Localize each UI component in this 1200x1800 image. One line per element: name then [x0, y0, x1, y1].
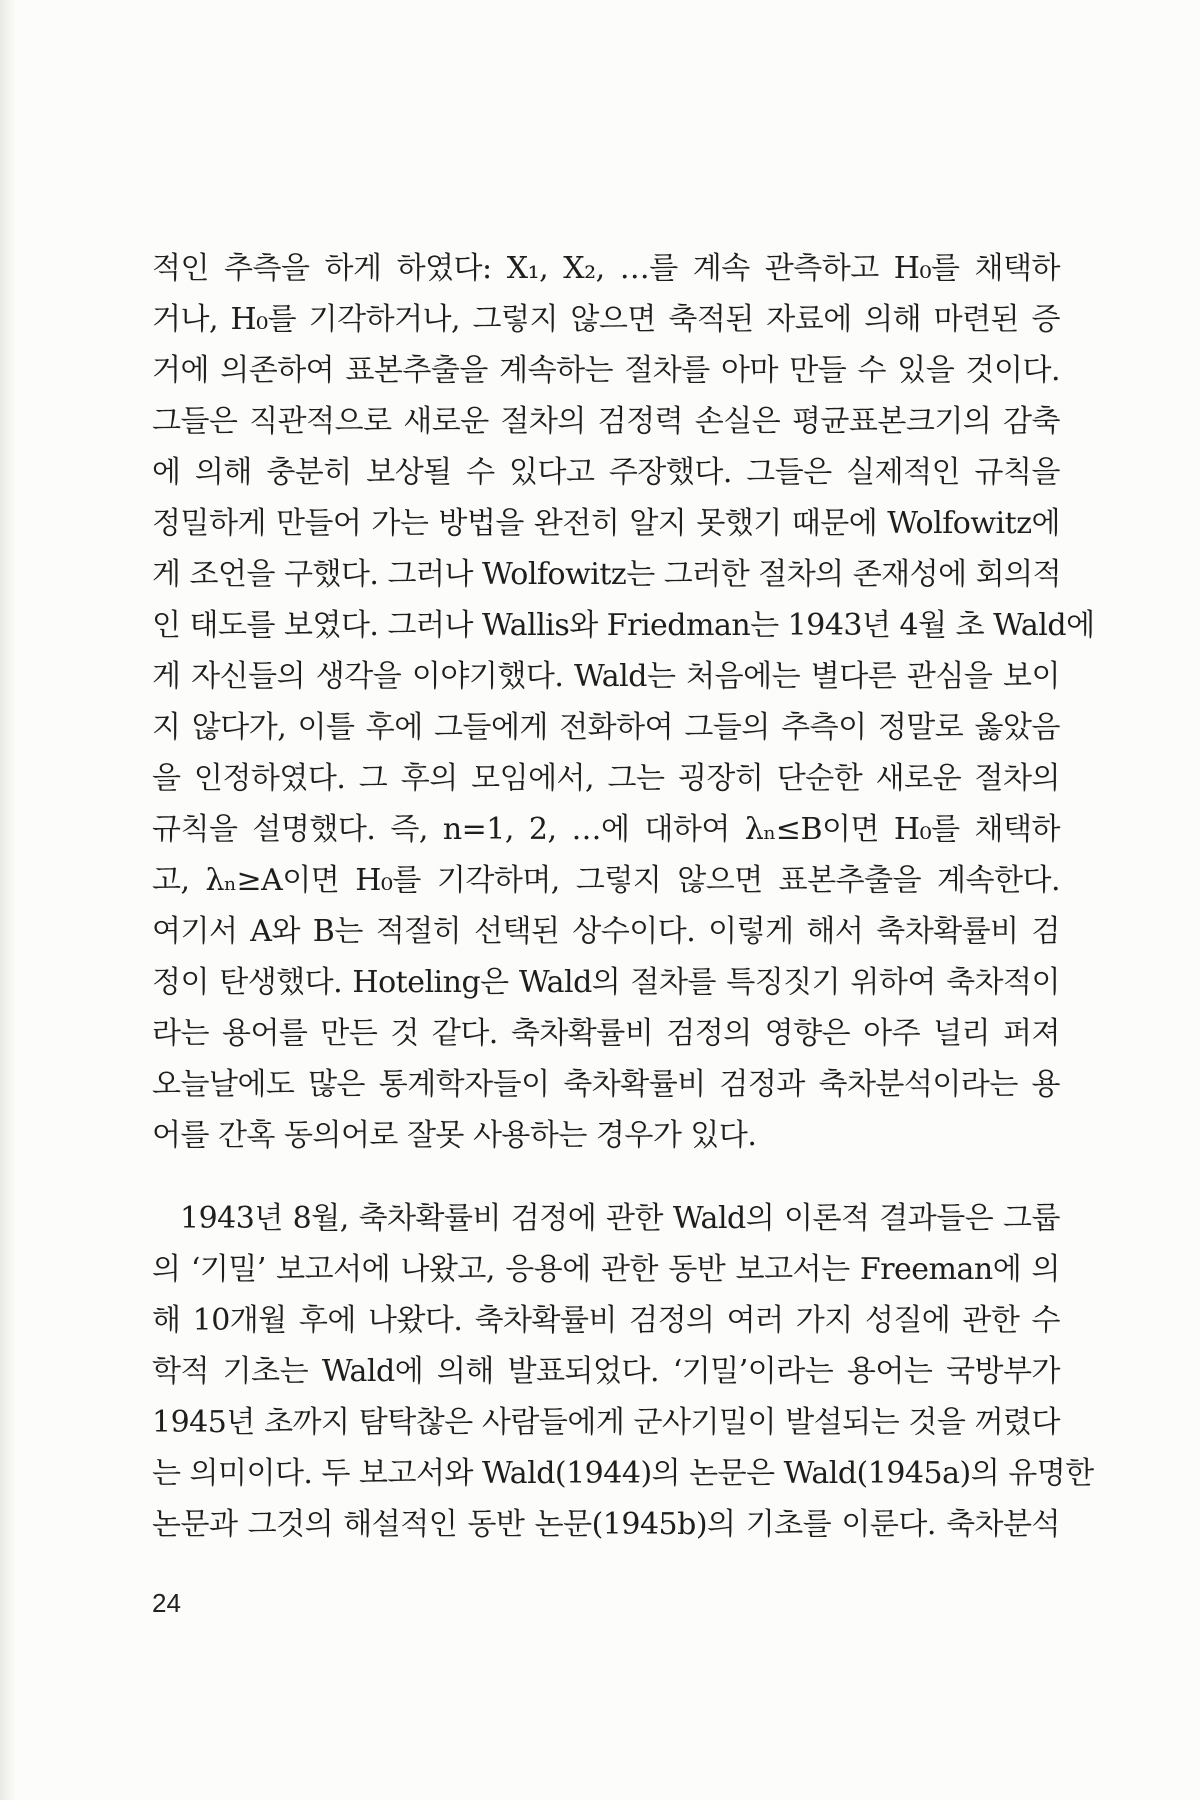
text-line: 는 의미이다. 두 보고서와 Wald(1944)의 논문은 Wald(1945a)의 유명한	[152, 1456, 1094, 1491]
text-line: 논문과 그것의 해설적인 동반 논문(1945b)의 기초를 이룬다. 축차분석	[152, 1507, 1060, 1542]
text-line: 오늘날에도 많은 통계학자들이 축차확률비 검정과 축차분석이라는 용	[152, 1067, 1060, 1102]
page-edge	[0, 0, 16, 1800]
text-line: 에 의해 충분히 보상될 수 있다고 주장했다. 그들은 실제적인 규칙을	[152, 455, 1060, 490]
text-line: 여기서 A와 B는 적절히 선택된 상수이다. 이렇게 해서 축차확률비 검	[152, 914, 1060, 949]
text-line: 의 ‘기밀’ 보고서에 나왔고, 응용에 관한 동반 보고서는 Freeman에 의	[152, 1252, 1060, 1287]
text-line: 고, λₙ≥A이면 H₀를 기각하며, 그렇지 않으면 표본추출을 계속한다.	[152, 863, 1060, 898]
text-line: 어를 간혹 동의어로 잘못 사용하는 경우가 있다.	[152, 1118, 757, 1153]
text-line: 학적 기초는 Wald에 의해 발표되었다. ‘기밀’이라는 용어는 국방부가	[152, 1354, 1060, 1389]
text-line: 적인 추측을 하게 하였다: X₁, X₂, …를 계속 관측하고 H₀를 채택하	[152, 251, 1060, 286]
text-line: 게 조언을 구했다. 그러나 Wolfowitz는 그러한 절차의 존재성에 회의적	[152, 557, 1062, 592]
text-line: 인 태도를 보였다. 그러나 Wallis와 Friedman는 1943년 4월 초 Wald에	[152, 608, 1095, 643]
text-line: 규칙을 설명했다. 즉, n=1, 2, …에 대하여 λₙ≤B이면 H₀를 채택하	[152, 812, 1060, 847]
text-line: 그들은 직관적으로 새로운 절차의 검정력 손실은 평균표본크기의 감축	[152, 404, 1060, 439]
paragraph-1	[152, 243, 1095, 1161]
text-line: 지 않다가, 이틀 후에 그들에게 전화하여 그들의 추측이 정말로 옳았음	[152, 710, 1060, 745]
page-number: 24	[152, 1588, 181, 1618]
paragraph-2	[152, 1193, 1094, 1550]
text-line: 라는 용어를 만든 것 같다. 축차확률비 검정의 영향은 아주 널리 퍼져	[152, 1016, 1060, 1051]
text-line: 1943년 8월, 축차확률비 검정에 관한 Wald의 이론적 결과들은 그룹	[180, 1201, 1060, 1236]
text-line: 정이 탄생했다. Hoteling은 Wald의 절차를 특징짓기 위하여 축차적이	[152, 965, 1060, 1000]
text-line: 정밀하게 만들어 가는 방법을 완전히 알지 못했기 때문에 Wolfowitz에	[152, 506, 1060, 541]
text-line: 거나, H₀를 기각하거나, 그렇지 않으면 축적된 자료에 의해 마련된 증	[152, 302, 1060, 337]
text-line: 해 10개월 후에 나왔다. 축차확률비 검정의 여러 가지 성질에 관한 수	[152, 1303, 1060, 1338]
text-line: 을 인정하였다. 그 후의 모임에서, 그는 굉장히 단순한 새로운 절차의	[152, 761, 1060, 796]
text-line: 거에 의존하여 표본추출을 계속하는 절차를 아마 만들 수 있을 것이다.	[152, 353, 1060, 388]
text-line: 1945년 초까지 탐탁찮은 사람들에게 군사기밀이 발설되는 것을 꺼렸다	[152, 1405, 1060, 1440]
text-line: 게 자신들의 생각을 이야기했다. Wald는 처음에는 별다른 관심을 보이	[152, 659, 1060, 694]
